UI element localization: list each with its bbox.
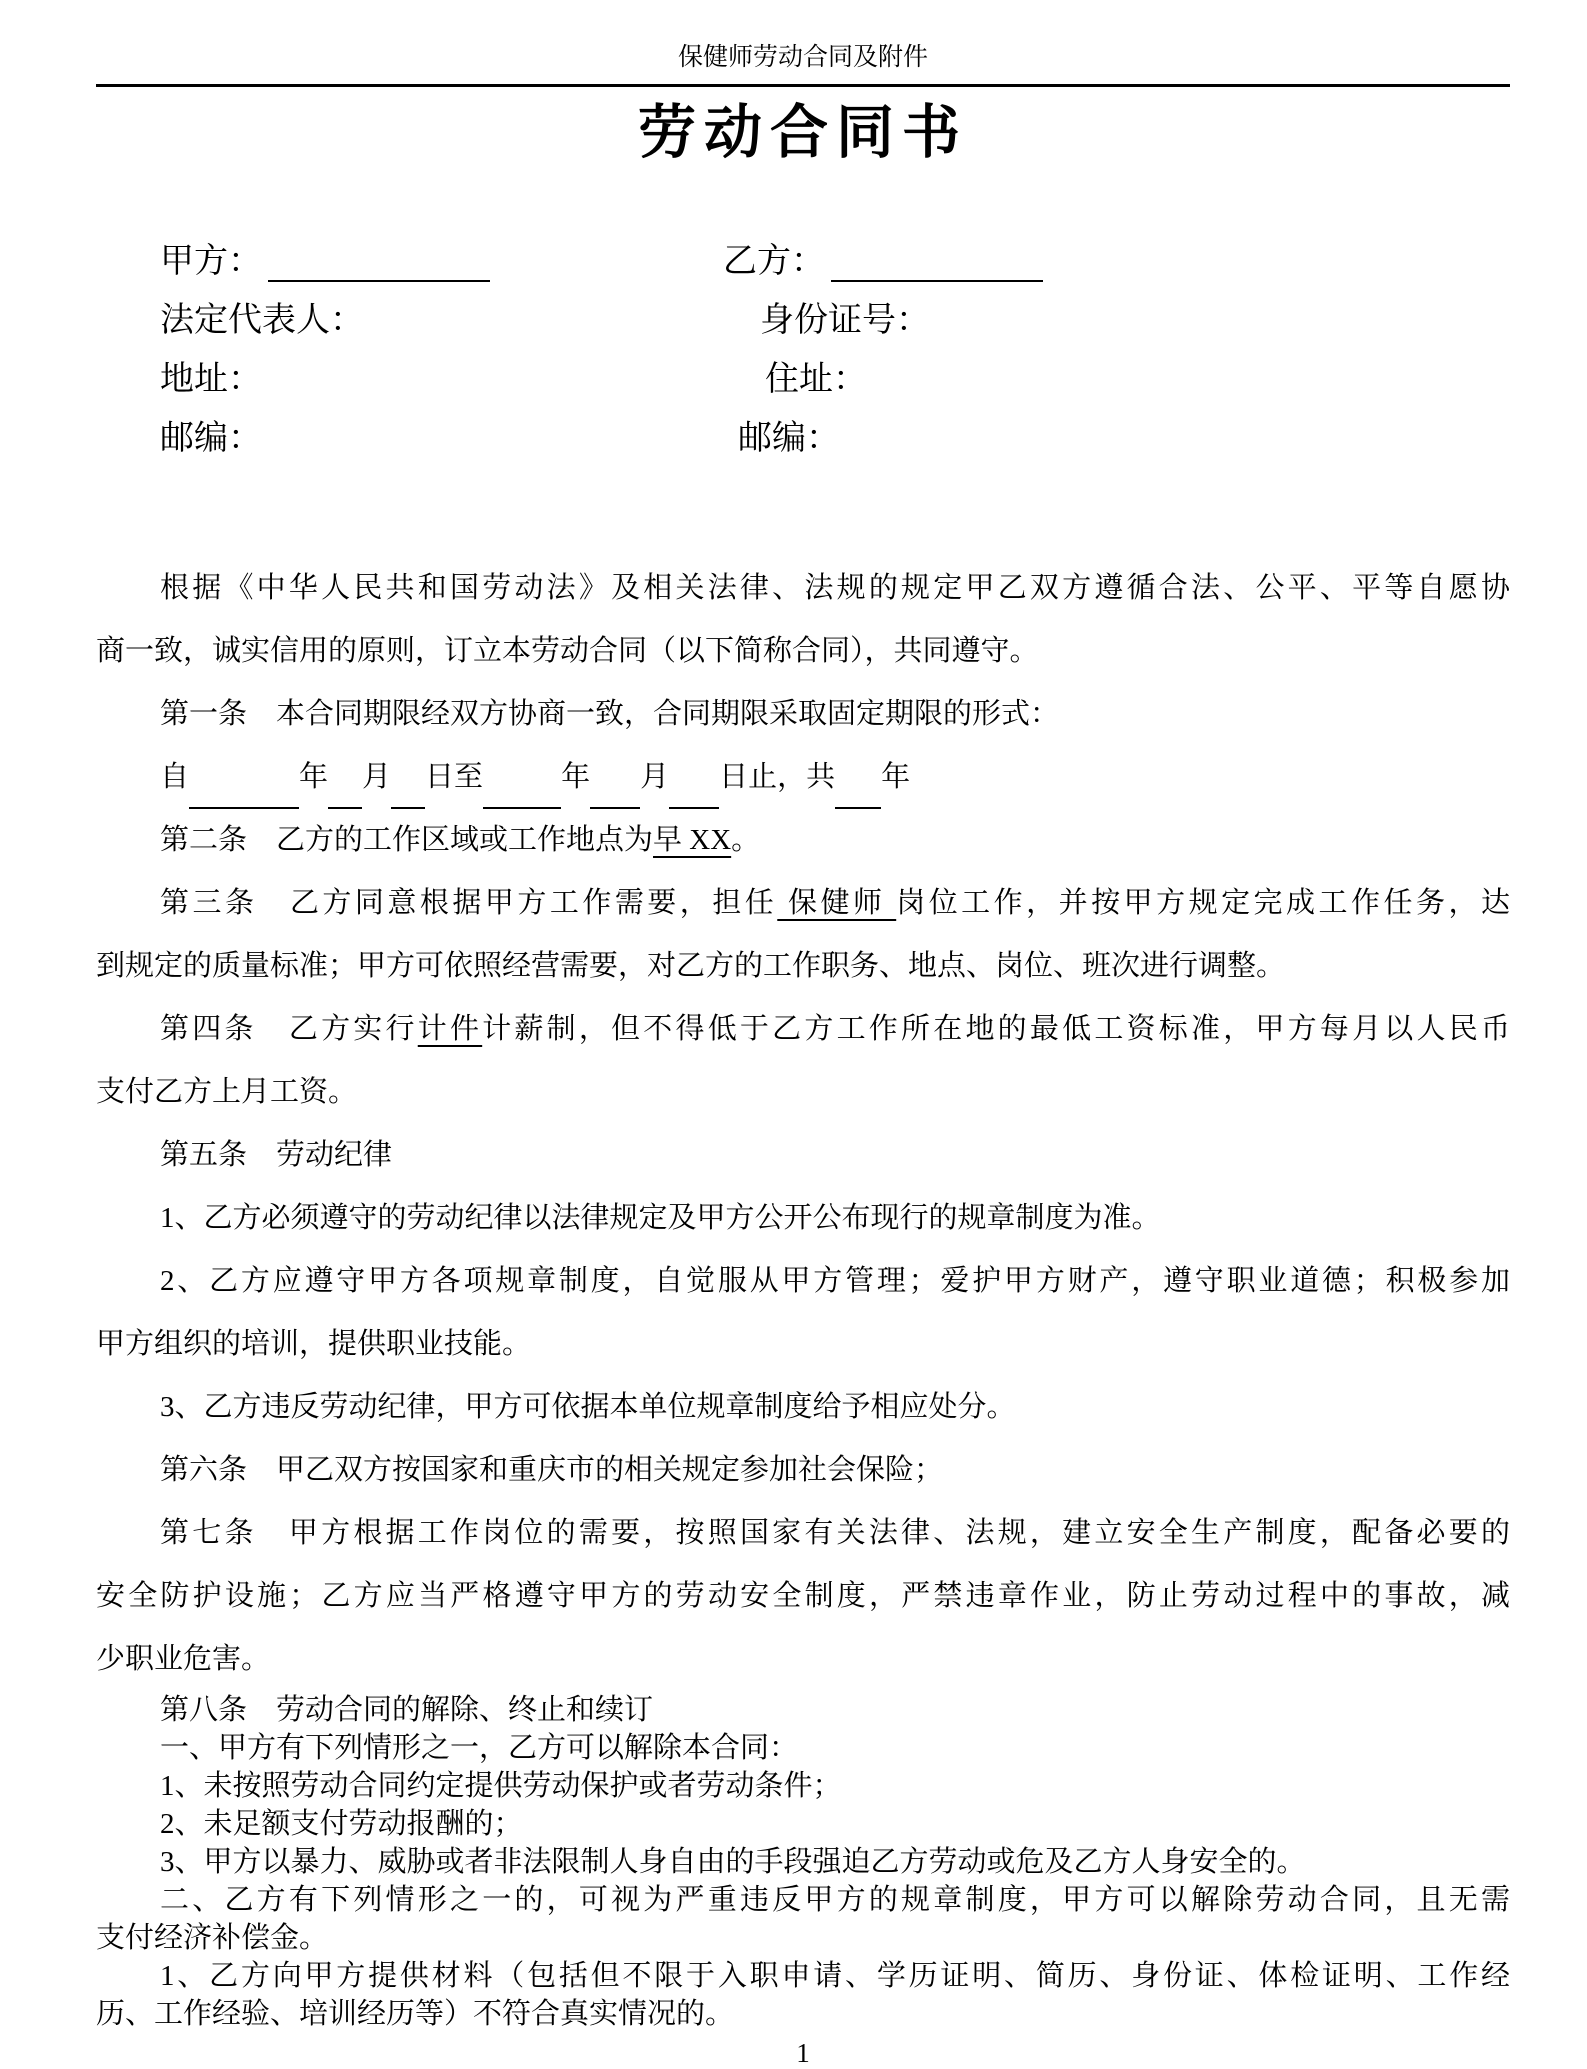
party-row xyxy=(96,233,1510,292)
text-run: 3、甲方以暴力、威胁或者非法限制人身自由的手段强迫乙方劳动或危及乙方人身安全的。 xyxy=(160,1846,1306,1878)
contract-line xyxy=(96,1729,1510,1767)
underlined-field: 早 XX xyxy=(653,824,732,856)
party-a-blank[interactable] xyxy=(268,246,490,282)
text-run: 2、乙方应遵守甲方各项规章制度，自觉服从甲方管理；爱护甲方财产，遵守职业道德；积极参加 xyxy=(160,1265,1510,1297)
text-run: 第七条 甲方根据工作岗位的需要，按照国家有关法律、法规，建立安全生产制度，配备必要的 xyxy=(160,1517,1510,1549)
contract-line xyxy=(96,746,1510,809)
contract-line xyxy=(96,1502,1510,1565)
article-eight xyxy=(96,1691,1510,2033)
contract-line xyxy=(96,1187,1510,1250)
contract-line xyxy=(96,809,1510,872)
text-run: 少职业危害。 xyxy=(96,1643,271,1675)
contract-line xyxy=(96,1805,1510,1843)
text-run: 安全防护设施；乙方应当严格遵守甲方的劳动安全制度，严禁违章作业，防止劳动过程中的事故，减 xyxy=(96,1580,1510,1612)
contract-line xyxy=(96,620,1510,683)
blank-underline[interactable] xyxy=(669,781,719,809)
contract-line xyxy=(96,1250,1510,1313)
contract-line xyxy=(96,1628,1510,1691)
contract-line xyxy=(96,1376,1510,1439)
text-run: 1、乙方必须遵守的劳动纪律以法律规定及甲方公开公布现行的规章制度为准。 xyxy=(160,1202,1161,1234)
text-run: 根据《中华人民共和国劳动法》及相关法律、法规的规定甲乙双方遵循合法、公平、平等自愿协 xyxy=(160,572,1510,604)
text-run: 第八条 劳动合同的解除、终止和续订 xyxy=(160,1694,654,1726)
contract-line xyxy=(96,1124,1510,1187)
text-run: 1、未按照劳动合同约定提供劳动保护或者劳动条件； xyxy=(160,1770,842,1802)
contract-line xyxy=(96,1919,1510,1957)
party-a-label: 甲方： xyxy=(160,242,262,280)
contract-line xyxy=(96,1995,1510,2033)
text-run: 年 xyxy=(881,761,911,793)
blank-underline[interactable] xyxy=(483,781,561,809)
contract-line xyxy=(96,872,1510,935)
document-header: 保健师劳动合同及附件 xyxy=(677,43,928,71)
residence-label: 住址： xyxy=(765,360,867,398)
contract-line xyxy=(96,1565,1510,1628)
legal-rep-label: 法定代表人： xyxy=(160,301,364,339)
text-run: 。 xyxy=(731,824,761,856)
page-title: 劳动合同书 xyxy=(637,100,968,165)
postcode-b-label: 邮编： xyxy=(738,419,840,457)
address-label: 地址： xyxy=(160,360,262,398)
text-run: 第六条 甲乙双方按国家和重庆市的相关规定参加社会保险； xyxy=(160,1454,944,1486)
page-number: 1 xyxy=(796,2038,810,2068)
text-run: 年 xyxy=(561,761,591,793)
text-run: 岗位工作，并按甲方规定完成工作任务，达 xyxy=(896,887,1510,919)
contract-line xyxy=(96,935,1510,998)
contract-line xyxy=(96,1767,1510,1805)
address-row xyxy=(96,351,1510,410)
contract-line xyxy=(96,1957,1510,1995)
text-run: 年 xyxy=(299,761,329,793)
party-b-blank[interactable] xyxy=(831,246,1043,282)
contract-line xyxy=(96,1061,1510,1124)
postcode-row xyxy=(96,410,1510,469)
text-run: 第五条 劳动纪律 xyxy=(160,1139,393,1171)
header-divider xyxy=(96,84,1510,87)
text-run: 日止，共 xyxy=(719,761,836,793)
contract-line xyxy=(96,1843,1510,1881)
contract-line xyxy=(96,683,1510,746)
contract-line xyxy=(96,998,1510,1061)
blank-underline[interactable] xyxy=(590,781,640,809)
text-run: 商一致，诚实信用的原则，订立本劳动合同（以下简称合同），共同遵守。 xyxy=(96,635,1039,667)
underlined-field: 计件 xyxy=(417,1013,483,1045)
text-run: 第二条 乙方的工作区域或工作地点为 xyxy=(160,824,654,856)
legal-rep-row xyxy=(96,292,1510,351)
text-run: 历、工作经验、培训经历等）不符合真实情况的。 xyxy=(96,1998,735,2030)
text-run: 支付经济补偿金。 xyxy=(96,1922,329,1954)
contract-line xyxy=(96,1439,1510,1502)
blank-underline[interactable] xyxy=(835,781,881,809)
text-run: 1、乙方向甲方提供材料（包括但不限于入职申请、学历证明、简历、身份证、体检证明、工作经 xyxy=(160,1960,1510,1992)
text-run: 自 xyxy=(160,761,190,793)
party-b-label: 乙方： xyxy=(723,242,825,280)
text-run: 月 xyxy=(640,761,670,793)
contract-line xyxy=(96,557,1510,620)
text-run: 月 xyxy=(362,761,392,793)
text-run: 第三条 乙方同意根据甲方工作需要，担任 xyxy=(160,887,778,919)
contract-line xyxy=(96,1313,1510,1376)
postcode-a-label: 邮编： xyxy=(160,419,262,457)
blank-underline[interactable] xyxy=(189,781,299,809)
text-run: 第四条 乙方实行 xyxy=(160,1013,418,1045)
party-info-form xyxy=(96,233,1510,469)
text-run: 日至 xyxy=(425,761,484,793)
blank-underline[interactable] xyxy=(391,781,425,809)
contract-line xyxy=(96,1881,1510,1919)
text-run: 3、乙方违反劳动纪律，甲方可依据本单位规章制度给予相应处分。 xyxy=(160,1391,1016,1423)
text-run: 支付乙方上月工资。 xyxy=(96,1076,358,1108)
text-run: 第一条 本合同期限经双方协商一致，合同期限采取固定期限的形式： xyxy=(160,698,1060,730)
contract-line xyxy=(96,1691,1510,1729)
main-articles xyxy=(96,557,1510,1691)
blank-underline[interactable] xyxy=(328,781,362,809)
text-run: 二、乙方有下列情形之一的，可视为严重违反甲方的规章制度，甲方可以解除劳动合同，且无需 xyxy=(160,1884,1510,1916)
text-run: 一、甲方有下列情形之一，乙方可以解除本合同： xyxy=(160,1732,799,1764)
id-number-label: 身份证号： xyxy=(760,301,930,339)
text-run: 2、未足额支付劳动报酬的； xyxy=(160,1808,523,1840)
text-run: 到规定的质量标准；甲方可依照经营需要，对乙方的工作职务、地点、岗位、班次进行调整。 xyxy=(96,950,1286,982)
text-run: 甲方组织的培训，提供职业技能。 xyxy=(96,1328,532,1360)
text-run: 计薪制，但不得低于乙方工作所在地的最低工资标准，甲方每月以人民币 xyxy=(482,1013,1510,1045)
underlined-field: 保健师 xyxy=(777,887,897,919)
content xyxy=(96,557,1510,2033)
